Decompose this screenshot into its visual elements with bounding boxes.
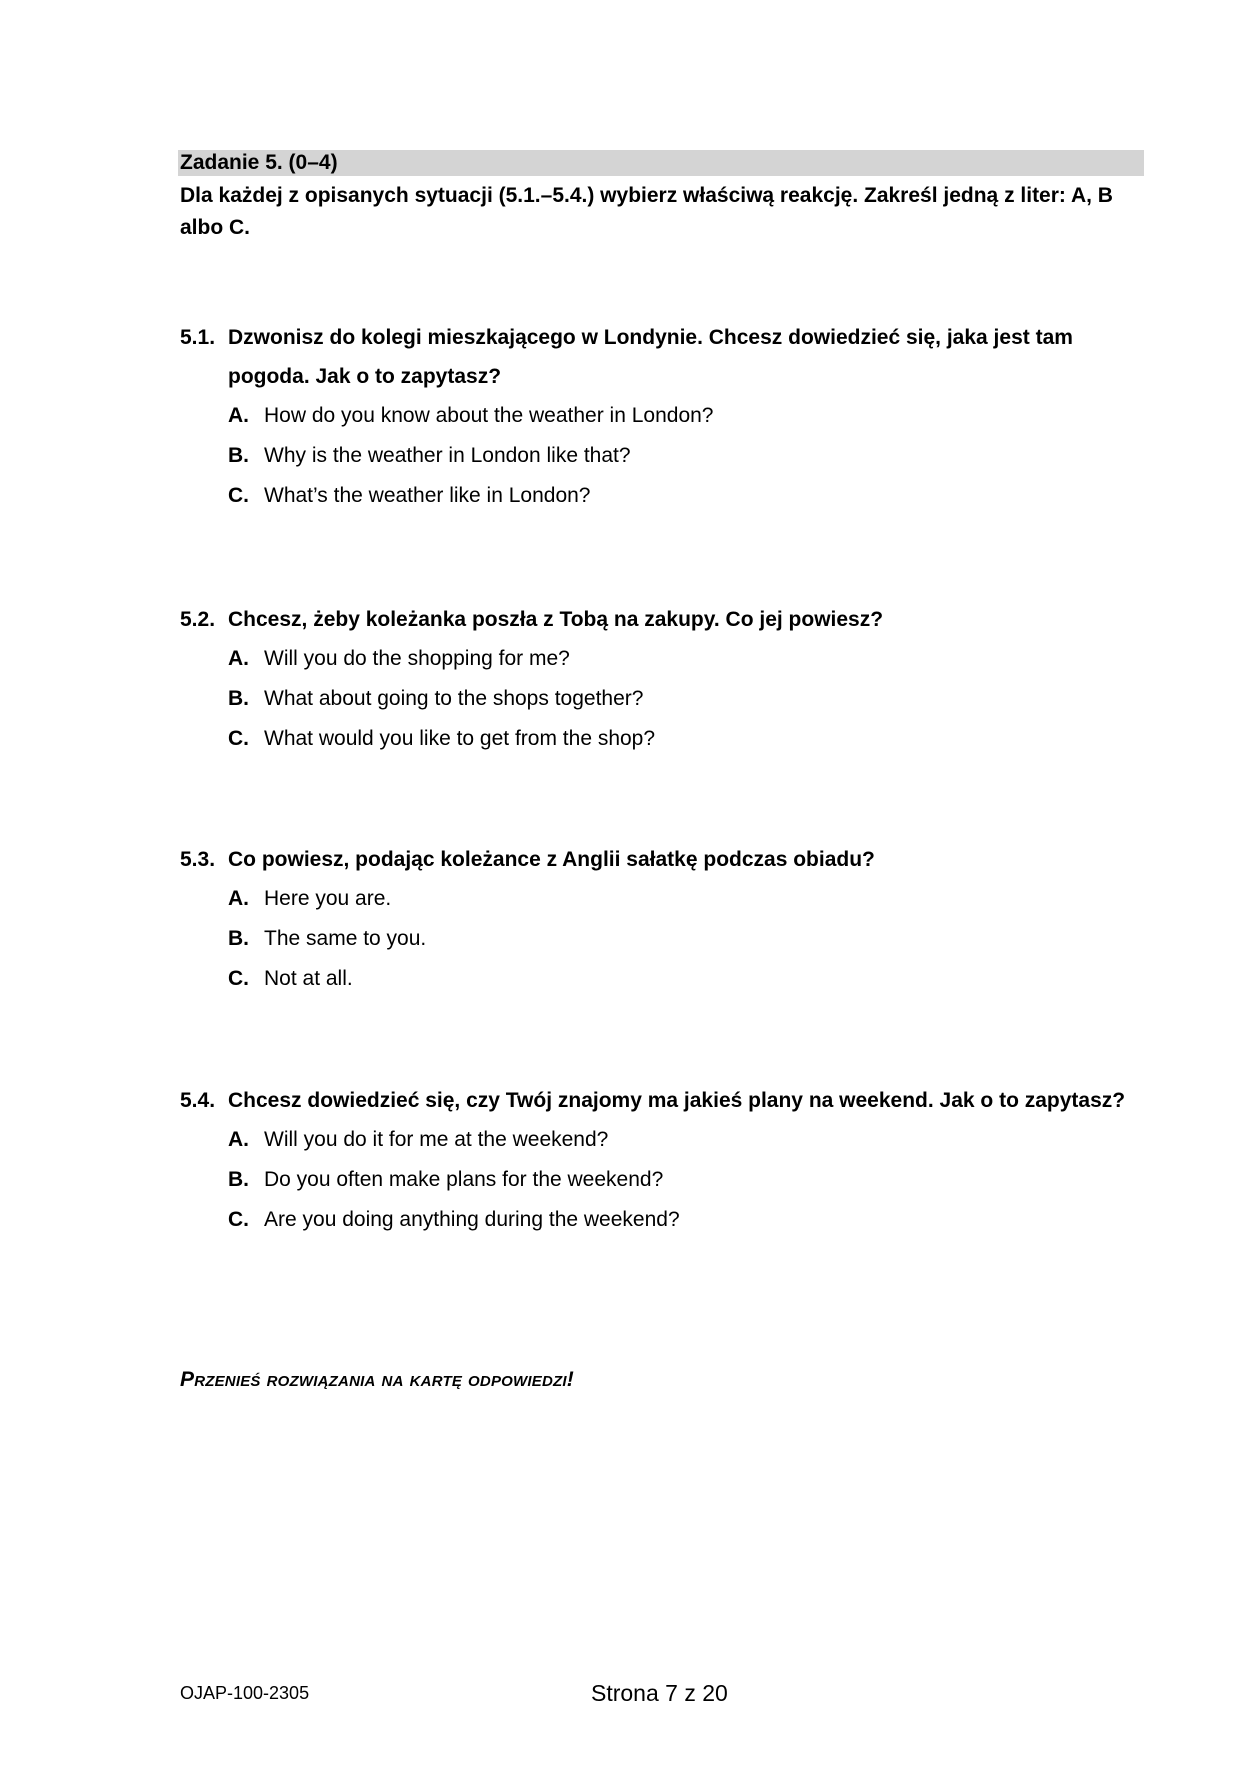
option-a[interactable] <box>180 1120 1140 1160</box>
question-5-1 <box>180 318 1140 516</box>
option-text: Not at all. <box>264 967 353 990</box>
question-5-2 <box>180 600 1140 759</box>
question-prompt <box>180 1081 1140 1120</box>
option-c[interactable] <box>180 719 1140 759</box>
question-text: Chcesz dowiedzieć się, czy Twój znajomy ma jakieś plany na weekend. Jak o to zapytasz? <box>228 1089 1126 1112</box>
option-text: Will you do it for me at the weekend? <box>264 1128 609 1151</box>
option-letter[interactable]: A. <box>228 404 249 427</box>
option-a[interactable] <box>180 396 1140 436</box>
option-text: What about going to the shops together? <box>264 687 644 710</box>
option-text: Here you are. <box>264 887 392 910</box>
question-text: Dzwonisz do kolegi mieszkającego w Londynie. Chcesz dowiedzieć się, jaka jest tam pogoda. Jak o to zapytasz? <box>228 326 1073 388</box>
option-c[interactable] <box>180 476 1140 516</box>
option-b[interactable] <box>180 679 1140 719</box>
question-5-3 <box>180 840 1140 999</box>
task-title: Zadanie 5. (0–4) <box>180 151 338 174</box>
option-a[interactable] <box>180 879 1140 919</box>
question-number: 5.2. <box>180 608 216 631</box>
option-letter[interactable]: C. <box>228 967 249 990</box>
option-c[interactable] <box>180 1200 1140 1240</box>
option-letter[interactable]: C. <box>228 1208 249 1231</box>
option-b[interactable] <box>180 1160 1140 1200</box>
option-letter[interactable]: B. <box>228 444 249 467</box>
exam-code: OJAP-100-2305 <box>180 1683 310 1703</box>
option-text: Will you do the shopping for me? <box>264 647 570 670</box>
option-letter[interactable]: C. <box>228 727 249 750</box>
transfer-answers-note: Przenieś rozwiązania na kartę odpowiedzi! <box>180 1368 574 1391</box>
question-number: 5.3. <box>180 848 216 871</box>
question-prompt <box>180 600 1140 639</box>
option-text: Do you often make plans for the weekend? <box>264 1168 664 1191</box>
question-prompt <box>180 318 1140 396</box>
option-text: What would you like to get from the shop? <box>264 727 656 750</box>
option-text: The same to you. <box>264 927 427 950</box>
option-letter[interactable]: B. <box>228 927 249 950</box>
page-number: Strona 7 z 20 <box>591 1680 728 1706</box>
option-letter[interactable]: A. <box>228 647 249 670</box>
option-letter[interactable]: C. <box>228 484 249 507</box>
option-text: Why is the weather in London like that? <box>264 444 631 467</box>
question-5-4 <box>180 1081 1140 1240</box>
option-a[interactable] <box>180 639 1140 679</box>
question-number: 5.4. <box>180 1089 216 1112</box>
option-letter[interactable]: A. <box>228 887 249 910</box>
option-letter[interactable]: B. <box>228 1168 249 1191</box>
question-prompt <box>180 840 1140 879</box>
question-number: 5.1. <box>180 326 216 349</box>
option-b[interactable] <box>180 919 1140 959</box>
option-letter[interactable]: B. <box>228 687 249 710</box>
question-text: Co powiesz, podając koleżance z Anglii sałatkę podczas obiadu? <box>228 848 875 871</box>
option-text: What’s the weather like in London? <box>264 484 591 507</box>
task-instruction: Dla każdej z opisanych sytuacji (5.1.–5.4.) wybierz właściwą reakcję. Zakreśl jedną z liter: A, B albo C. <box>180 184 1113 239</box>
option-c[interactable] <box>180 959 1140 999</box>
option-b[interactable] <box>180 436 1140 476</box>
option-text: Are you doing anything during the weekend? <box>264 1208 680 1231</box>
option-text: How do you know about the weather in London? <box>264 404 714 427</box>
question-text: Chcesz, żeby koleżanka poszła z Tobą na zakupy. Co jej powiesz? <box>228 608 884 631</box>
option-letter[interactable]: A. <box>228 1128 249 1151</box>
